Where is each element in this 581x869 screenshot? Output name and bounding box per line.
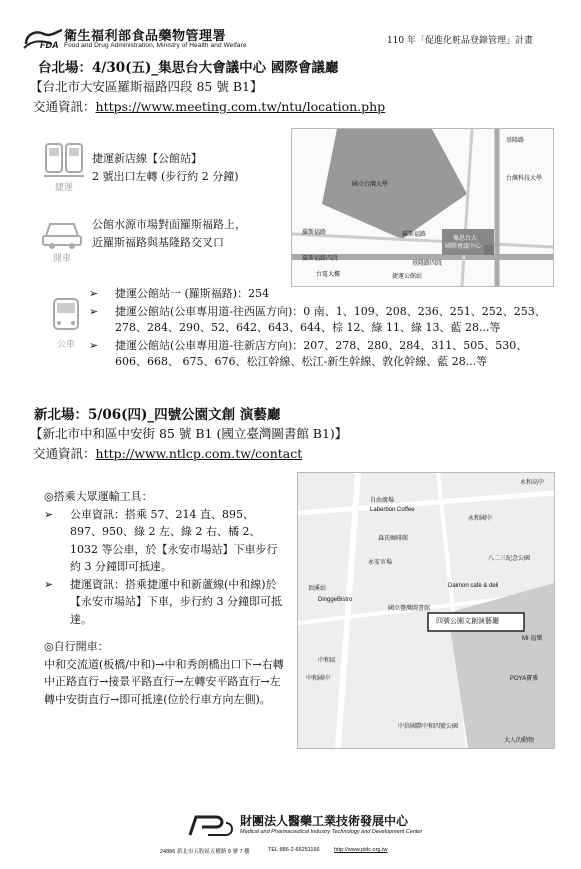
bullet-arrow-icon: ➢ [89,287,99,300]
taipei-traffic-link[interactable]: https://www.meeting.com.tw/ntu/location.php [95,99,386,114]
org-name-en: Food and Drug Administration, Ministry of Health and Welfare [64,42,247,49]
map-label-hospital: 台電大樓 [316,272,341,278]
bus-item-text: 捷運公館站(公車專用道-往新店方向)：207、278、280、284、311、505、530、606、668、 675、676、松江幹線、松江-新生幹線、敦化幹線、藍 28...等 [115,338,528,368]
map-label-e: 森氏咖啡館 [378,536,409,542]
taipei-car-line2: 近羅斯福路與基隆路交叉口 [92,236,224,249]
map-label-l: 中和國中 [306,676,331,682]
taipei-mrt-line2: 2 號出口左轉 (步行約 2 分鐘) [92,170,239,183]
map-label-road2: 羅斯福路四段 [302,256,339,262]
map-label-meeting: 集思台大 [453,236,478,242]
bullet-arrow-icon: ➢ [44,577,54,591]
bus-icon [44,297,88,337]
drive-text: 中和交流道(板橋/中和)→中和秀朗橋出口下→右轉中正路直行→接景平路直行→左轉安平路直行→左轉中安街直行→即可抵達(位於行車方向左側)。 [44,657,284,706]
mrt-info-text: 捷運資訊：搭乘捷運中和新蘆線(中和線)於【永安市場站】下車，步行約 3 分鐘即可抵達。 [70,577,282,626]
bus-item [89,338,559,371]
map-label-p: 頂溪站 [308,586,327,592]
fda-mark: FDA [40,40,59,50]
map-label-g: 八二三紀念公園 [488,556,531,562]
map-label-q: 中和區 [318,658,337,664]
map-label-m: POYA寶雅 [510,676,539,682]
footer-url[interactable]: http://www.pidc.org.tw [334,847,388,853]
map-label-h: Daimon cafe & deli [448,583,499,589]
map-label-tech: 台灣科技大學 [506,176,543,182]
traffic-label: 交通資訊： [33,99,96,114]
bullet-arrow-icon: ➢ [44,507,54,521]
bullet-arrow-icon: ➢ [89,338,99,352]
bus-caption: 公車 [56,339,75,349]
map-label-meeting2: 國際會議中心 [445,244,482,250]
bus-item-text: 捷運公館站一 (羅斯福路)：254 [115,287,270,300]
bus-item [89,286,559,303]
map-label-i: DinggeBistro [318,597,353,603]
car-icon [40,212,84,252]
map-label-a: 永和高中 [520,480,545,486]
traffic-label: 交通資訊： [33,446,96,461]
map-label-road3: 基隆路四段 [412,261,443,267]
bullet-arrow-icon: ➢ [89,304,99,318]
drive-title: ◎自行開車： [44,640,109,653]
taipei-traffic [33,97,385,115]
newtaipei-map [297,472,555,749]
map-label-road1: 羅斯福路 [302,230,327,236]
footer-org-cn: 財團法人醫藥工業技術發展中心 [240,814,409,828]
taipei-address: 【台北市大安區羅斯福路四段 85 號 B1】 [30,79,263,94]
newtaipei-traffic-link[interactable]: http://www.ntlcp.com.tw/contact [95,446,303,461]
newtaipei-directions [44,488,284,708]
bus-info [44,506,284,576]
map-label-o: 中信國際中和四號公園 [398,724,459,730]
mrt-caption: 捷運 [54,182,73,192]
org-name: 衛生福利部食品藥物管理署 [64,29,227,44]
taipei-mrt-line1: 捷運新店線【公館站】 [92,152,202,165]
newtaipei-traffic [33,444,302,462]
project-title: 110 年「促進化粧品登錄管理」計畫 [386,36,533,46]
bus-item-text: 捷運公館站(公車專用道-往西區方向)：0 南、1、109、208、236、251、252、253、278、284、290、52、642、643、644、棕 12、綠 11、綠 13、藍 28...等 [115,304,546,334]
bus-item [89,304,559,337]
map-label-r: MI 福樂 [522,636,543,642]
map-label-j: 國立臺灣圖書館 [388,606,431,612]
map-label-gongguan: 捷運公館站 [392,274,423,280]
footer-tel: TEL:886-2-66251166 [268,847,320,853]
mrt-info [44,576,284,629]
map-label-b: 自由廣場 [370,498,395,504]
map-label-f: 永安市場 [368,560,393,566]
metro-train-icon [42,140,86,180]
taipei-car-line1: 公館水源市場對面羅斯福路上， [92,218,246,231]
map-label-c: Laberbon Coffee [370,507,415,513]
map-label-n: 大人的動物 [504,738,535,744]
footer-address: 24886 新北市五股區五權路 9 號 7 樓 [160,849,250,855]
newtaipei-title: 新北場：5/06(四)_四號公園文創 演藝廳 [34,407,281,423]
bus-info-text: 公車資訊：搭乘 57、214 直、895、897、950、綠 2 左、綠 2 右、橘 2、1032 等公車，於【永安市場站】下車步行約 3 分鐘即可抵達。 [70,507,278,573]
map-label-road4: 羅斯福路 [402,232,427,238]
public-transport-title: ◎搭乘大眾運輸工具： [44,490,153,503]
map-label-k: 四號公園文創演藝廳 [436,618,499,625]
bus-list [89,286,559,371]
map-label-ntu: 國立台灣大學 [352,182,389,188]
map-label-keelung: 基隆路 [506,138,525,144]
pidc-logo-icon [186,813,238,839]
footer-org-en: Medical and Pharmaceutical Industry Technology and Development Center [240,829,423,835]
taipei-map [291,128,554,287]
taipei-title: 台北場：4/30(五)_集思台大會議中心 國際會議廳 [38,60,339,76]
map-label-d: 永和國中 [468,516,493,522]
newtaipei-address: 【新北市中和區中安街 85 號 B1 (國立臺灣圖書館 B1)】 [30,426,348,441]
car-caption: 開車 [52,253,71,263]
